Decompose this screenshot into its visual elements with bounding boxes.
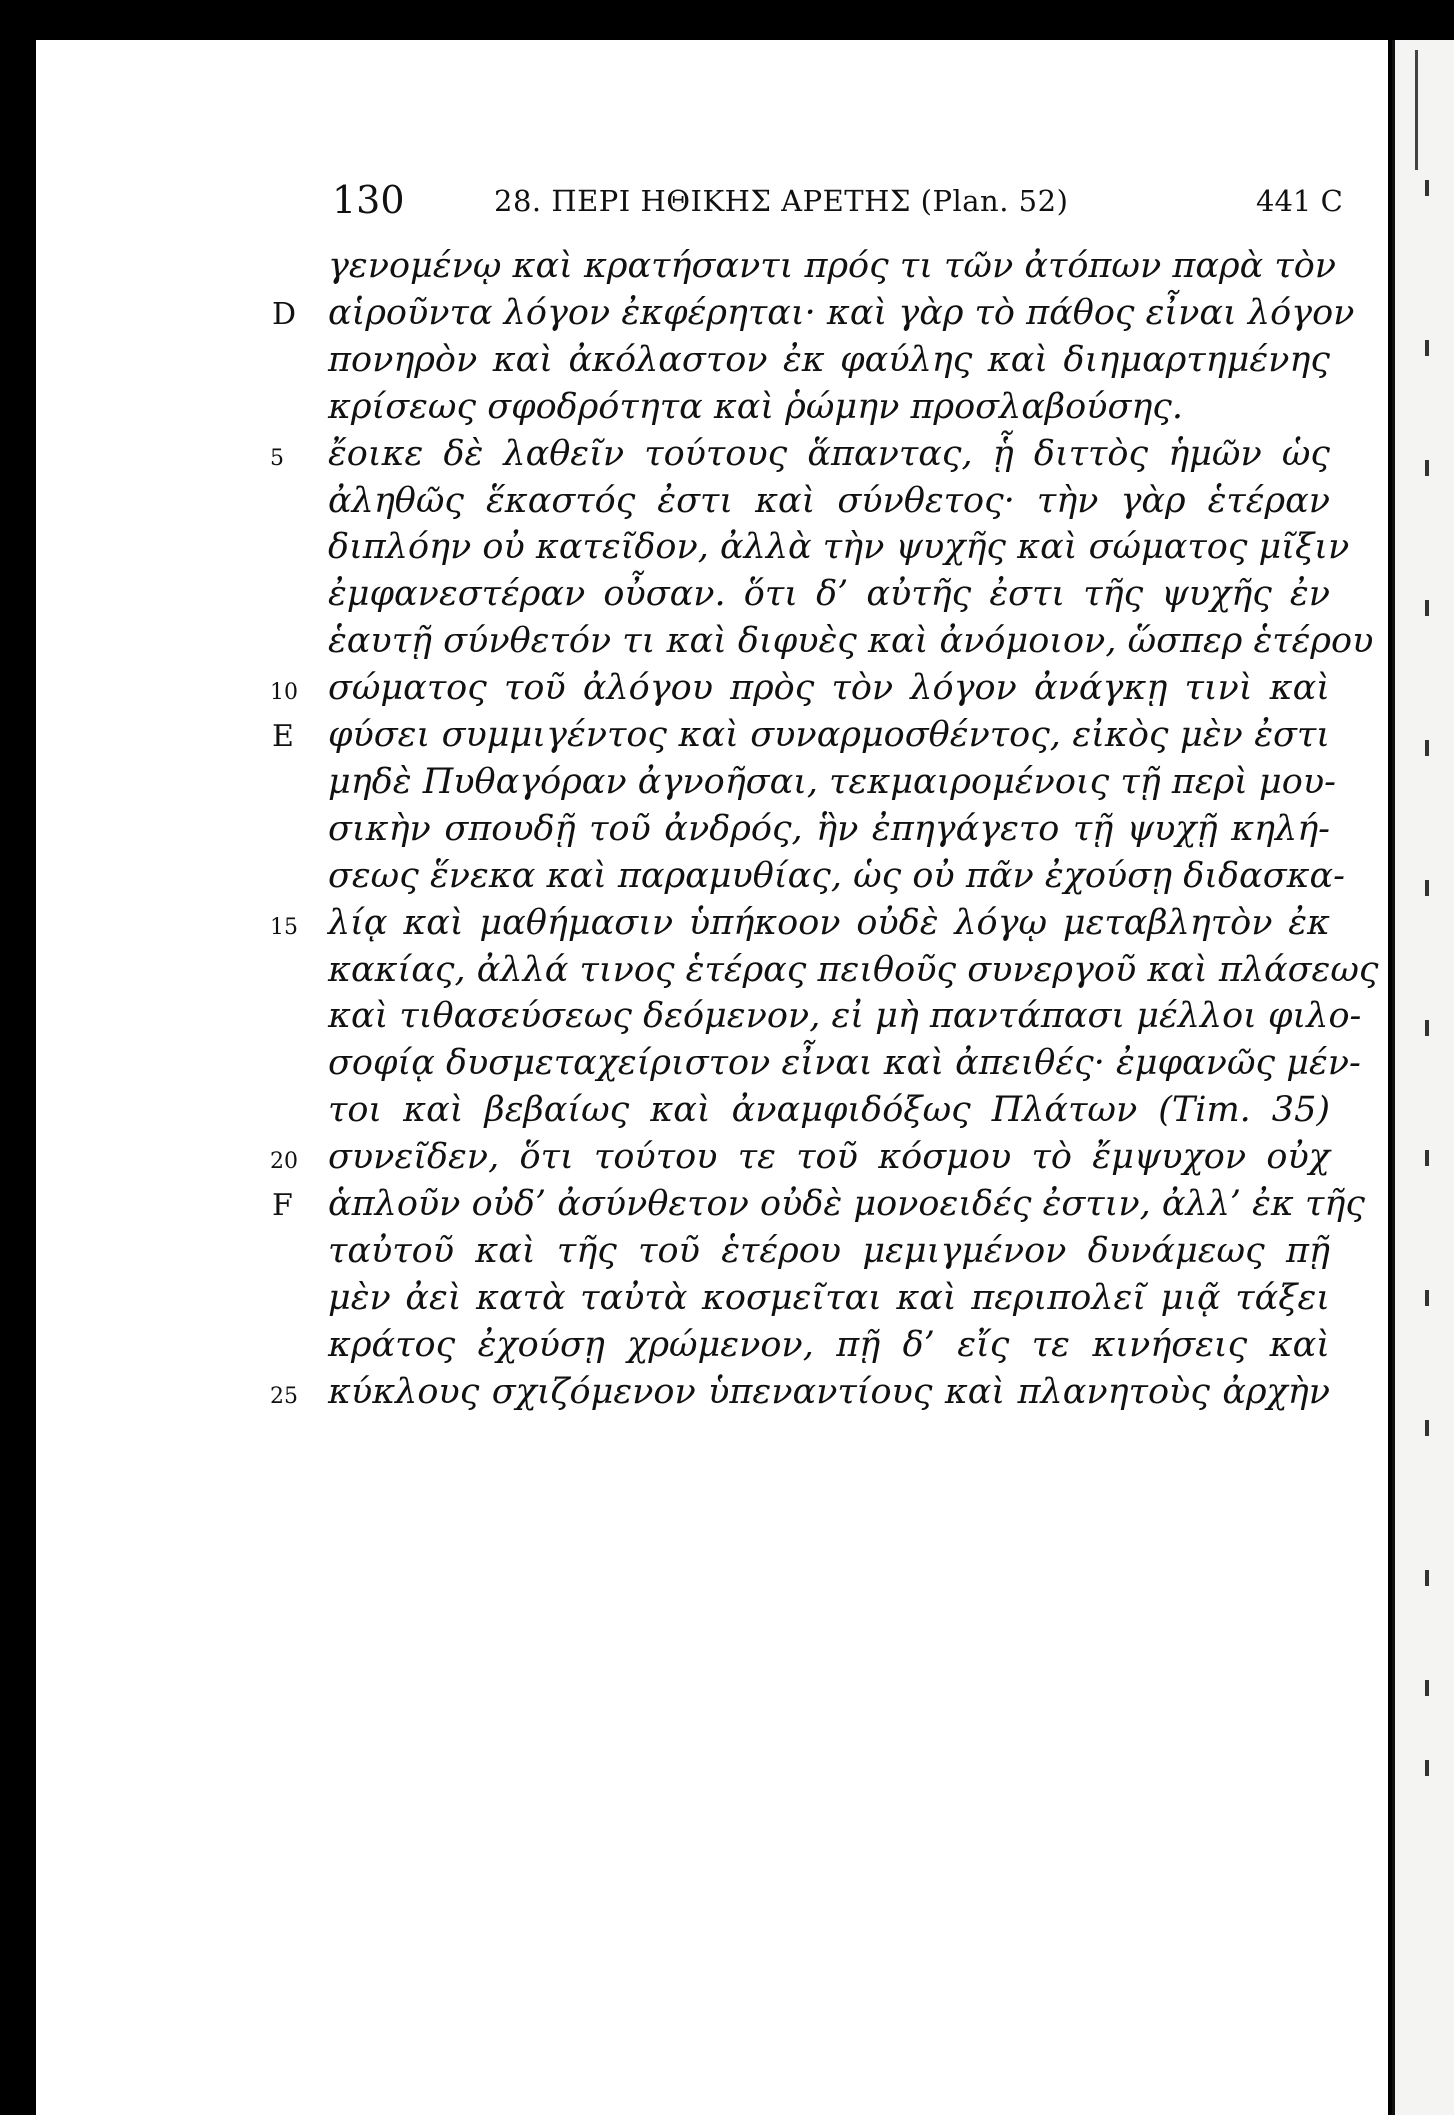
text-line [0, 1325, 1454, 1371]
line-text: κακίας, ἀλλά τινος ἑτέρας πειθοῦς συνεργοῦ καὶ πλάσεως [328, 949, 1379, 990]
line-text: ἁπλοῦν οὐδ’ ἀσύνθετον οὐδὲ μονοειδές ἐστιν, ἀλλ’ ἐκ τῆς [328, 1184, 1365, 1224]
text-line [0, 1372, 1454, 1418]
line-number: 10 [270, 680, 298, 706]
line-text: κύκλους σχιζόμενον ὑπεναντίους καὶ πλανητοὺς ἀρχὴν [328, 1371, 1330, 1412]
line-text: ἀληθῶς ἕκαστός ἐστι καὶ σύνθετος· τὴν γὰρ ἑτέραν [328, 480, 1330, 521]
line-text: σοφίᾳ δυσμεταχείριστον εἶναι καὶ ἀπειθές· ἐμφανῶς μέν- [328, 1043, 1361, 1084]
text-line [0, 527, 1454, 573]
line-text: τοι καὶ βεβαίως καὶ ἀναμφιδόξως Πλάτων (Tim. 35) [328, 1090, 1330, 1131]
text-line [0, 1231, 1454, 1277]
section-marker: D [272, 296, 297, 332]
line-text: κρίσεως σφοδρότητα καὶ ῥώμην προσλαβούσης. [328, 386, 1184, 427]
line-text: συνεῖδεν, ὅτι τούτου τε τοῦ κόσμου τὸ ἔμψυχον οὐχ [328, 1137, 1330, 1178]
line-text: αἱροῦντα λόγον ἐκφέρηται· καὶ γὰρ τὸ πάθος εἶναι λόγον [328, 292, 1355, 333]
line-text: σώματος τοῦ ἀλόγου πρὸς τὸν λόγον ἀνάγκῃ τινὶ καὶ [328, 668, 1330, 709]
edge-glyph-fragment [1425, 1420, 1429, 1436]
line-number: 15 [270, 914, 298, 940]
text-line [0, 715, 1454, 761]
text-line [0, 809, 1454, 855]
line-text: καὶ τιθασεύσεως δεόμενον, εἰ μὴ παντάπασι μέλλοι φιλο- [328, 996, 1362, 1037]
line-text: φύσει συμμιγέντος καὶ συναρμοσθέντος, εἰκὸς μὲν ἐστι [328, 715, 1330, 755]
text-line [0, 1043, 1454, 1089]
text-line [0, 856, 1454, 902]
text-line [0, 621, 1454, 667]
text-line [0, 387, 1454, 433]
text-line [0, 996, 1454, 1042]
running-head [0, 178, 1454, 228]
line-text: σικὴν σπουδῇ τοῦ ἀνδρός, ἣν ἐπηγάγετο τῇ ψυχῇ κηλή- [328, 808, 1330, 849]
text-line [0, 762, 1454, 808]
line-text: λίᾳ καὶ μαθήμασιν ὑπήκοον οὐδὲ λόγῳ μεταβλητὸν ἐκ [328, 902, 1330, 943]
text-line [0, 903, 1454, 949]
text-line [0, 1090, 1454, 1136]
line-text: κράτος ἐχούσῃ χρώμενον, πῇ δ’ εἴς τε κινήσεις καὶ [328, 1324, 1330, 1365]
line-text: σεως ἕνεκα καὶ παραμυθίας, ὡς οὐ πᾶν ἐχούσῃ διδασκα- [328, 855, 1345, 896]
edge-glyph-fragment [1425, 1570, 1429, 1586]
line-text: ἐμφανεστέραν οὖσαν. ὅτι δ’ αὐτῆς ἐστι τῆς ψυχῆς ἐν [328, 574, 1330, 615]
line-text: μηδὲ Πυθαγόραν ἀγνοῆσαι, τεκμαιρομένοις τῇ περὶ μου- [328, 761, 1336, 802]
text-line [0, 1184, 1454, 1230]
section-marker: F [272, 1188, 293, 1223]
line-text: ἔοικε δὲ λαθεῖν τούτους ἅπαντας, ᾗ διττὸς ἡμῶν ὡς [328, 433, 1330, 474]
text-line [0, 1278, 1454, 1324]
page-number: 130 [332, 178, 405, 222]
line-number: 20 [270, 1149, 298, 1175]
edge-glyph-fragment [1425, 1680, 1429, 1696]
text-line [0, 293, 1454, 339]
stephanus-reference: 441 C [1256, 184, 1343, 218]
text-line [0, 950, 1454, 996]
text-line [0, 1137, 1454, 1183]
line-number: 25 [270, 1383, 298, 1409]
gutter-shadow [1415, 50, 1418, 170]
running-title: 28. ΠΕΡΙ ΗΘΙΚΗΣ ΑΡΕΤΗΣ (Plan. 52) [494, 184, 1069, 218]
line-text: διπλόην οὐ κατεῖδον, ἀλλὰ τὴν ψυχῆς καὶ σώματος μῖξιν [328, 527, 1350, 568]
line-text: ταὐτοῦ καὶ τῆς τοῦ ἑτέρου μεμιγμένον δυνάμεως πῇ [328, 1230, 1330, 1271]
text-line [0, 574, 1454, 620]
section-marker: E [272, 719, 294, 754]
line-text: πονηρὸν καὶ ἀκόλαστον ἐκ φαύλης καὶ διημαρτημένης [328, 339, 1330, 380]
line-text: μὲν ἀεὶ κατὰ ταὐτὰ κοσμεῖται καὶ περιπολεῖ μιᾷ τάξει [328, 1277, 1330, 1318]
text-line [0, 434, 1454, 480]
text-line [0, 246, 1454, 292]
line-text: ἑαυτῇ σύνθετόν τι καὶ διφυὲς καὶ ἀνόμοιον, ὥσπερ ἑτέρου [328, 621, 1374, 662]
line-number: 5 [270, 445, 284, 471]
text-line [0, 340, 1454, 386]
edge-glyph-fragment [1425, 1760, 1429, 1776]
text-line [0, 668, 1454, 714]
line-text: γενομένῳ καὶ κρατήσαντι πρός τι τῶν ἀτόπων παρὰ τὸν [328, 246, 1337, 286]
text-line [0, 481, 1454, 527]
